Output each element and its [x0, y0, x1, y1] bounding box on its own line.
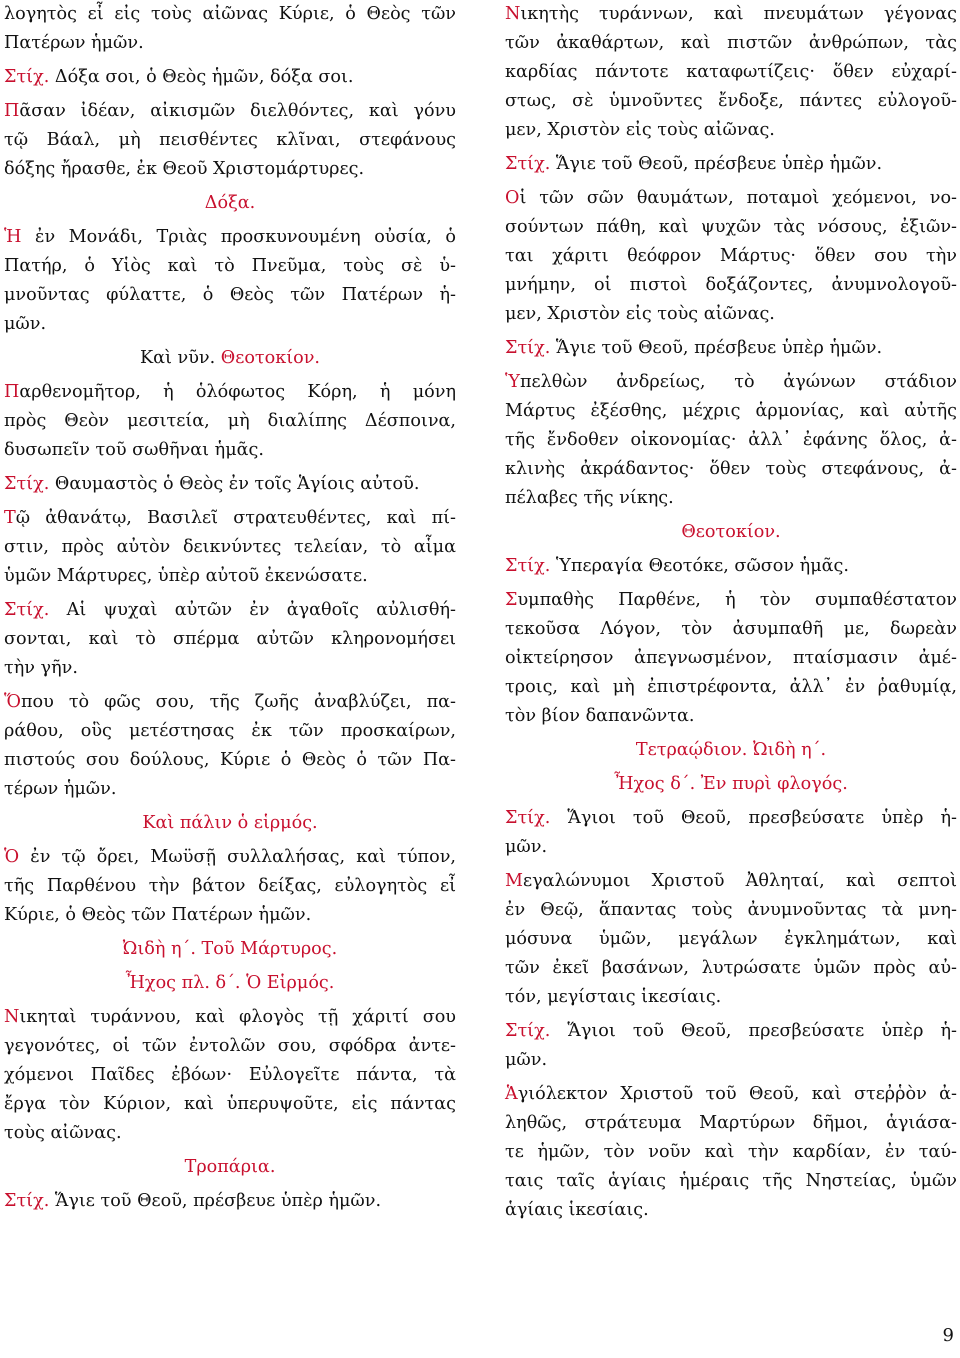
text-line — [4, 654, 456, 683]
stich-text: Ὑπεραγία Θεοτόκε, σῶσον ἡμᾶς. — [555, 556, 849, 576]
line-text: πέλαβες τῆς νίκης. — [505, 488, 674, 508]
line-text: χόμενοι Παῖδες ἐβόων· Εὐλογεῖτε πάντα, τὰ — [4, 1065, 456, 1085]
text-line — [505, 1167, 957, 1196]
page-number: 9 — [942, 1325, 954, 1346]
initial-letter: Μ — [505, 871, 524, 891]
text-line — [4, 625, 456, 654]
troparion — [505, 586, 957, 731]
text-line — [4, 378, 456, 407]
line-text: μεν, Χριστὸν εἰς τοὺς αἰῶνας. — [505, 304, 775, 324]
stich-label: Στίχ. — [505, 338, 551, 358]
line-text: εγαλώνυμοι Χριστοῦ Ἀθληταί, καὶ σεπτοὶ — [523, 871, 957, 891]
line-text: ἱ τῶν σῶν θαυμάτων, ποταμοὶ χεόμενοι, νο- — [519, 188, 957, 208]
line-text: ᾶσαν ἰδέαν, αἰκισμῶν διελθόντες, καὶ γόνυ — [19, 101, 456, 121]
line-text: σούντων πάθη, καὶ ψυχῶν τὰς νόσους, ἐξιῶν- — [505, 217, 957, 237]
initial-letter: Ἁ — [505, 1084, 518, 1104]
heading-black-text: Καὶ νῦν. — [139, 348, 221, 368]
text-line — [505, 368, 957, 397]
text-line — [4, 775, 456, 804]
text-line — [505, 867, 957, 896]
line-text: υμπαθὴς Παρθένε, ἡ τὸν συμπαθέστατον — [517, 590, 957, 610]
text-line — [505, 954, 957, 983]
stich-text: Ἅγιε τοῦ Θεοῦ, πρέσβευε ὑπὲρ ἡμῶν. — [555, 154, 883, 174]
initial-letter: Ο — [505, 188, 520, 208]
stich-text: Θαυμαστὸς ὁ Θεὸς ἐν τοῖς Ἁγίοις αὐτοῦ. — [54, 474, 420, 494]
text-line — [4, 252, 456, 281]
verse-stich — [4, 63, 456, 92]
line-text: πελθὼν ἀνδρείως, τὸ ἀγώνων στάδιον — [519, 372, 957, 392]
line-text: μνοῦντας φύλαττε, ὁ Θεὸς τῶν Πατέρων ἡ- — [4, 285, 456, 305]
text-line — [4, 436, 456, 465]
text-line — [505, 673, 957, 702]
text-line — [505, 615, 957, 644]
troparion — [4, 97, 456, 184]
line-text: Ἅγιοι τοῦ Θεοῦ, πρεσβεύσατε ὑπὲρ ἡ- — [550, 1021, 957, 1041]
text-line — [4, 596, 456, 625]
text-line — [4, 688, 456, 717]
text-line — [4, 746, 456, 775]
line-text: οἰκτείρησον ἀπεγνωσμένον, πταίσμασιν ἀμέ- — [505, 648, 957, 668]
troparion — [4, 843, 456, 930]
line-text: δυσωπεῖν τοῦ σωθῆναι ἡμᾶς. — [4, 440, 264, 460]
text-line — [505, 833, 957, 862]
rubric-heading: Ἦχος δ΄. Ἐν πυρὶ φλογός. — [614, 774, 848, 794]
rubric-heading: Τετραῴδιον. Ὠιδὴ η΄. — [635, 740, 827, 760]
verse-stich — [4, 1187, 456, 1216]
text-line — [4, 155, 456, 184]
text-line — [505, 484, 957, 513]
text-line — [505, 213, 957, 242]
line-text: γεγονότες, οἱ τῶν ἐντολῶν σου, σφόδρα ἀντε- — [4, 1036, 456, 1056]
line-text: ὑμῶν Μάρτυρες, ὑπὲρ αὐτοῦ ἐκενώσατε. — [4, 566, 368, 586]
text-line — [4, 407, 456, 436]
line-text: Κύριε, ὁ Θεὸς τῶν Πατέρων ἡμῶν. — [4, 905, 312, 925]
text-line — [505, 58, 957, 87]
line-text: πιστούς σου δούλους, Κύριε ὁ Θεὸς ὁ τῶν Πα- — [4, 750, 456, 770]
text-line — [4, 281, 456, 310]
hymn-text — [4, 0, 456, 58]
text-line — [505, 271, 957, 300]
text-line — [505, 804, 957, 833]
rubric-heading: Τροπάρια. — [184, 1157, 276, 1177]
verse-stich — [4, 470, 456, 499]
line-text: μνήμην, οἱ πιστοὶ δοξάζοντες, ἀνυμνολογοῦ- — [505, 275, 957, 295]
text-line — [4, 126, 456, 155]
troparion — [505, 1080, 957, 1225]
troparion — [4, 1003, 456, 1148]
verse-stich — [505, 150, 957, 179]
line-text: Ἅγιοι τοῦ Θεοῦ, πρεσβεύσατε ὑπὲρ ἡ- — [550, 808, 957, 828]
troparion — [505, 0, 957, 145]
line-text: τοὺς αἰῶνας. — [4, 1123, 122, 1143]
heading-red-text: Θεοτοκίον. — [220, 348, 321, 368]
verse-stich — [505, 1017, 957, 1075]
line-text: τῷ Βάαλ, μὴ πεισθέντες κλῖναι, στεφάνους — [4, 130, 456, 150]
rubric-heading: Ὠιδὴ η΄. Τοῦ Μάρτυρος. — [122, 939, 338, 959]
text-line — [4, 1090, 456, 1119]
troparion — [505, 184, 957, 329]
stich-label: Στίχ. — [4, 67, 50, 87]
text-line — [505, 1196, 957, 1225]
text-line — [505, 426, 957, 455]
stich-label: Στίχ. — [505, 1021, 551, 1041]
line-text: λογητὸς εἶ εἰς τοὺς αἰῶνας Κύριε, ὁ Θεὸς τῶν — [4, 4, 456, 24]
line-text: κλινὴς ἀκράδαντος· ὅθεν τοὺς στεφάνους, ἀ- — [505, 459, 957, 479]
line-text: τε ἡμῶν, τὸν νοῦν καὶ τὴν καρδίαν, ἐν ταύ- — [505, 1142, 957, 1162]
line-text: στως, σὲ ὑμνοῦντες ἔνδοξε, πάντες εὐλογοῦ- — [505, 91, 957, 111]
text-line — [4, 1119, 456, 1148]
line-text: γιόλεκτον Χριστοῦ τοῦ Θεοῦ, καὶ στεῤῥὸν ἀ- — [517, 1084, 957, 1104]
stich-text: Ἅγιε τοῦ Θεοῦ, πρέσβευε ὑπὲρ ἡμῶν. — [555, 338, 883, 358]
line-text: Αἱ ψυχαὶ αὐτῶν ἐν ἀγαθοῖς αὐλισθή- — [49, 600, 456, 620]
line-text: ικητὴς τυράννων, καὶ πνευμάτων γέγονας — [520, 4, 957, 24]
initial-letter: Ὅ — [4, 692, 21, 712]
verse-stich — [505, 552, 957, 581]
stich-label: Στίχ. — [505, 808, 551, 828]
rubric-heading: Θεοτοκίον. — [681, 522, 781, 542]
line-text: ράθου, οὓς μετέστησας ἐκ τῶν προσκαίρων, — [4, 721, 456, 741]
text-line — [4, 1061, 456, 1090]
text-line — [505, 184, 957, 213]
text-line — [4, 310, 456, 339]
initial-letter: Ἡ — [4, 227, 22, 247]
text-line — [505, 1109, 957, 1138]
initial-letter: Π — [4, 101, 20, 121]
line-text: τεκοῦσα Λόγον, τὸν ἀσυμπαθῆ με, δωρεὰν — [505, 619, 957, 639]
text-line — [505, 1046, 957, 1075]
line-text: τέρων ἡμῶν. — [4, 779, 117, 799]
rubric-heading — [4, 344, 456, 373]
line-text: μῶν. — [4, 314, 47, 334]
right-column — [505, 0, 957, 1230]
troparion — [505, 368, 957, 513]
text-line — [505, 925, 957, 954]
line-text: τόν, μεγίσταις ἱκεσίαις. — [505, 987, 722, 1007]
initial-letter: Ὁ — [4, 847, 20, 867]
line-text: αρθενομῆτορ, ἡ ὁλόφωτος Κόρη, ἡ μόνη — [19, 382, 456, 402]
line-text: ταις ταῖς ἁγίαις ἡμέραις τῆς Νηστείας, ὑμῶν — [505, 1171, 957, 1191]
initial-letter: Ὑ — [505, 372, 520, 392]
stich-label: Στίχ. — [4, 1191, 50, 1211]
initial-letter: Τ — [4, 508, 16, 528]
troparion — [4, 688, 456, 804]
text-line — [505, 300, 957, 329]
initial-letter: Ν — [505, 4, 521, 24]
left-column — [4, 0, 456, 1221]
initial-letter: Π — [4, 382, 20, 402]
text-line — [4, 1003, 456, 1032]
initial-letter: Ν — [4, 1007, 20, 1027]
text-line — [4, 901, 456, 930]
text-line — [505, 702, 957, 731]
line-text: ικηταὶ τυράννου, καὶ φλογὸς τῇ χάριτί σου — [19, 1007, 456, 1027]
rubric-heading: Δόξα. — [204, 193, 256, 213]
text-line — [4, 533, 456, 562]
text-line — [4, 872, 456, 901]
text-line — [505, 242, 957, 271]
text-line — [4, 717, 456, 746]
rubric-heading: Ἦχος πλ. δ΄. Ὁ Εἱρμός. — [125, 973, 335, 993]
stich-label: Στίχ. — [4, 600, 50, 620]
line-text: μῶν. — [505, 1050, 548, 1070]
text-line — [505, 644, 957, 673]
line-text: μόσυνα ὑμῶν, μεγάλων ἐγκλημάτων, καὶ — [505, 929, 957, 949]
line-text: τῆς ἔνδοθεν οἰκονομίας· ἀλλ᾽ ἐφάνης ὅλος, ἀ- — [505, 430, 957, 450]
text-line — [4, 504, 456, 533]
line-text: τὴν γῆν. — [4, 658, 78, 678]
line-text: ἔργα τὸν Κύριον, καὶ ὑπερυψοῦτε, εἰς πάντας — [4, 1094, 456, 1114]
line-text: ἐν τῷ ὄρει, Μωϋσῇ συλλαλήσας, καὶ τύπον, — [19, 847, 456, 867]
rubric-heading: Καὶ πάλιν ὁ εἱρμός. — [142, 813, 318, 833]
initial-letter: Σ — [505, 590, 518, 610]
verse-stich — [505, 804, 957, 862]
text-line — [505, 983, 957, 1012]
line-text: τῶν ἐκεῖ βασάνων, λυτρώσατε ὑμῶν πρὸς αὐ- — [505, 958, 957, 978]
line-text: ται χάριτι θεόφρον Μάρτυς· ὅθεν σου τὴν — [505, 246, 957, 266]
line-text: δόξης ἤρασθε, ἐκ Θεοῦ Χριστομάρτυρες. — [4, 159, 365, 179]
line-text: πρὸς Θεὸν μεσιτεία, μὴ διαλίπης Δέσποινα, — [4, 411, 456, 431]
troparion — [4, 504, 456, 591]
stich-text: Δόξα σοι, ὁ Θεὸς ἡμῶν, δόξα σοι. — [54, 67, 354, 87]
text-line — [4, 562, 456, 591]
text-line — [4, 1032, 456, 1061]
text-line — [4, 843, 456, 872]
troparion — [505, 867, 957, 1012]
text-line — [505, 586, 957, 615]
text-line — [505, 1017, 957, 1046]
text-line — [505, 896, 957, 925]
line-text: που τὸ φῶς σου, τῆς ζωῆς ἀναβλύζει, πα- — [20, 692, 456, 712]
text-line — [505, 1080, 957, 1109]
line-text: στιν, πρὸς αὐτὸν δεικνύντες τελείαν, τὸ αἷμα — [4, 537, 456, 557]
text-line — [505, 455, 957, 484]
line-text: καρδίας πάντοτε καταφωτίζεις· ὅθεν εὐχαρί- — [505, 62, 957, 82]
text-line — [505, 1138, 957, 1167]
verse-stich — [4, 596, 456, 683]
line-text: ληθῶς, στράτευμα Μαρτύρων δῆμοι, ἁγιάσα- — [505, 1113, 957, 1133]
text-line — [4, 223, 456, 252]
line-text: ἁγίαις ἱκεσίαις. — [505, 1200, 649, 1220]
stich-label: Στίχ. — [4, 474, 50, 494]
verse-stich — [505, 334, 957, 363]
text-line — [505, 116, 957, 145]
stich-text: Ἅγιε τοῦ Θεοῦ, πρέσβευε ὑπὲρ ἡμῶν. — [54, 1191, 382, 1211]
troparion — [4, 223, 456, 339]
text-line — [505, 87, 957, 116]
line-text: τῆς Παρθένου τὴν βάτον δείξας, εὐλογητὸς εἶ — [4, 876, 456, 896]
line-text: ἐν Μονάδι, Τριὰς προσκυνουμένη οὐσία, ὁ — [21, 227, 456, 247]
line-text: Πατέρων ἡμῶν. — [4, 33, 144, 53]
line-text: Μάρτυς ἐξέσθης, μέχρις ἁρμονίας, καὶ αὐτῆς — [505, 401, 957, 421]
line-text: Πατήρ, ὁ Υἱὸς καὶ τὸ Πνεῦμα, τοὺς σὲ ὑ- — [4, 256, 456, 276]
troparion — [4, 378, 456, 465]
text-line — [505, 0, 957, 29]
stich-label: Στίχ. — [505, 154, 551, 174]
text-line — [4, 29, 456, 58]
line-text: τῶν ἀκαθάρτων, καὶ πιστῶν ἀνθρώπων, τὰς — [505, 33, 957, 53]
text-line — [4, 0, 456, 29]
text-line — [505, 29, 957, 58]
text-line — [4, 97, 456, 126]
line-text: ῷ ἀθανάτῳ, Βασιλεῖ στρατευθέντες, καὶ πί- — [15, 508, 456, 528]
line-text: τὸν βίον δαπανῶντα. — [505, 706, 695, 726]
line-text: μῶν. — [505, 837, 548, 857]
line-text: μεν, Χριστὸν εἰς τοὺς αἰῶνας. — [505, 120, 775, 140]
line-text: σονται, καὶ τὸ σπέρμα αὐτῶν κληρονομήσει — [4, 629, 456, 649]
stich-label: Στίχ. — [505, 556, 551, 576]
line-text: τροις, καὶ μὴ ἐπιστρέφοντα, ἀλλ᾽ ἐν ῥαθυμίᾳ, — [505, 677, 957, 697]
text-line — [505, 397, 957, 426]
line-text: ἐν Θεῷ, ἅπαντας τοὺς ἀνυμνοῦντας τὰ μνη- — [505, 900, 957, 920]
